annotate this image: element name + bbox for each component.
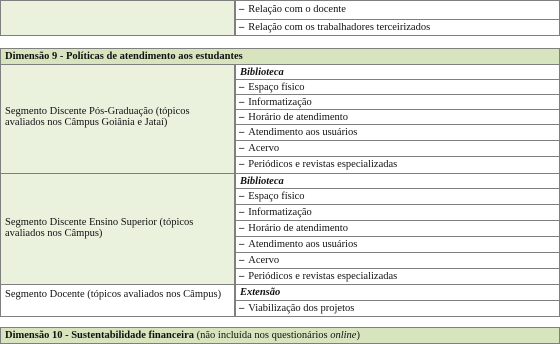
table-row [235, 220, 560, 237]
table-row [235, 300, 560, 317]
section-heading: Biblioteca [240, 176, 284, 187]
section-heading: Extensão [240, 287, 281, 298]
dimension-10-title: Dimensão 10 - Sustentabilidade financeira (não incluída nos questionários online) [5, 330, 360, 341]
list-item: – Espaço físico [239, 82, 305, 93]
table-row [235, 64, 560, 80]
table-row [235, 284, 560, 301]
table-row [235, 252, 560, 269]
dimension-10-header [0, 327, 560, 344]
segment-docente [0, 284, 235, 317]
table-row [235, 188, 560, 205]
list-item: – Periódicos e revistas especializadas [239, 271, 398, 282]
table-row [235, 156, 560, 174]
list-item: – Atendimento aos usuários [239, 127, 358, 138]
segment-label: Segmento Discente Pós-Graduação (tópicos avaliados nos Câmpus Goiânia e Jataí) [5, 106, 190, 128]
list-item: – Acervo [239, 255, 280, 266]
list-item: – Informatização [239, 97, 312, 108]
segment-label: Segmento Discente Ensino Superior (tópicos avaliados nos Câmpus) [5, 217, 194, 239]
segment-label: Segmento Docente (tópicos avaliados nos Câmpus) [5, 289, 222, 300]
list-item: – Horário de atendimento [239, 112, 348, 123]
segment-ensino-superior [0, 173, 235, 285]
list-item: – Relação com o docente [239, 4, 346, 15]
table-row [235, 109, 560, 125]
list-item: – Periódicos e revistas especializadas [239, 159, 398, 170]
top-left-empty-cell [0, 0, 235, 36]
section-heading: Biblioteca [240, 67, 284, 78]
dimension-9-title: Dimensão 9 - Políticas de atendimento aos estudantes [5, 51, 243, 62]
list-item: – Espaço físico [239, 191, 305, 202]
list-item: – Informatização [239, 207, 312, 218]
table-row [235, 173, 560, 189]
list-item: – Atendimento aos usuários [239, 239, 358, 250]
list-item: – Horário de atendimento [239, 223, 348, 234]
table-row [235, 236, 560, 253]
dimension-9-header [0, 48, 560, 65]
table-row [235, 268, 560, 285]
list-item: – Acervo [239, 143, 280, 154]
table-row [235, 140, 560, 157]
list-item: – Relação com os trabalhadores terceirizados [239, 22, 431, 33]
table-row [235, 19, 560, 36]
list-item: – Viabilização dos projetos [239, 303, 355, 314]
table-row [235, 204, 560, 221]
table-row [235, 124, 560, 141]
table-row [235, 94, 560, 110]
table-row [235, 0, 560, 20]
table-row [235, 79, 560, 95]
segment-pos-graduacao [0, 64, 235, 174]
